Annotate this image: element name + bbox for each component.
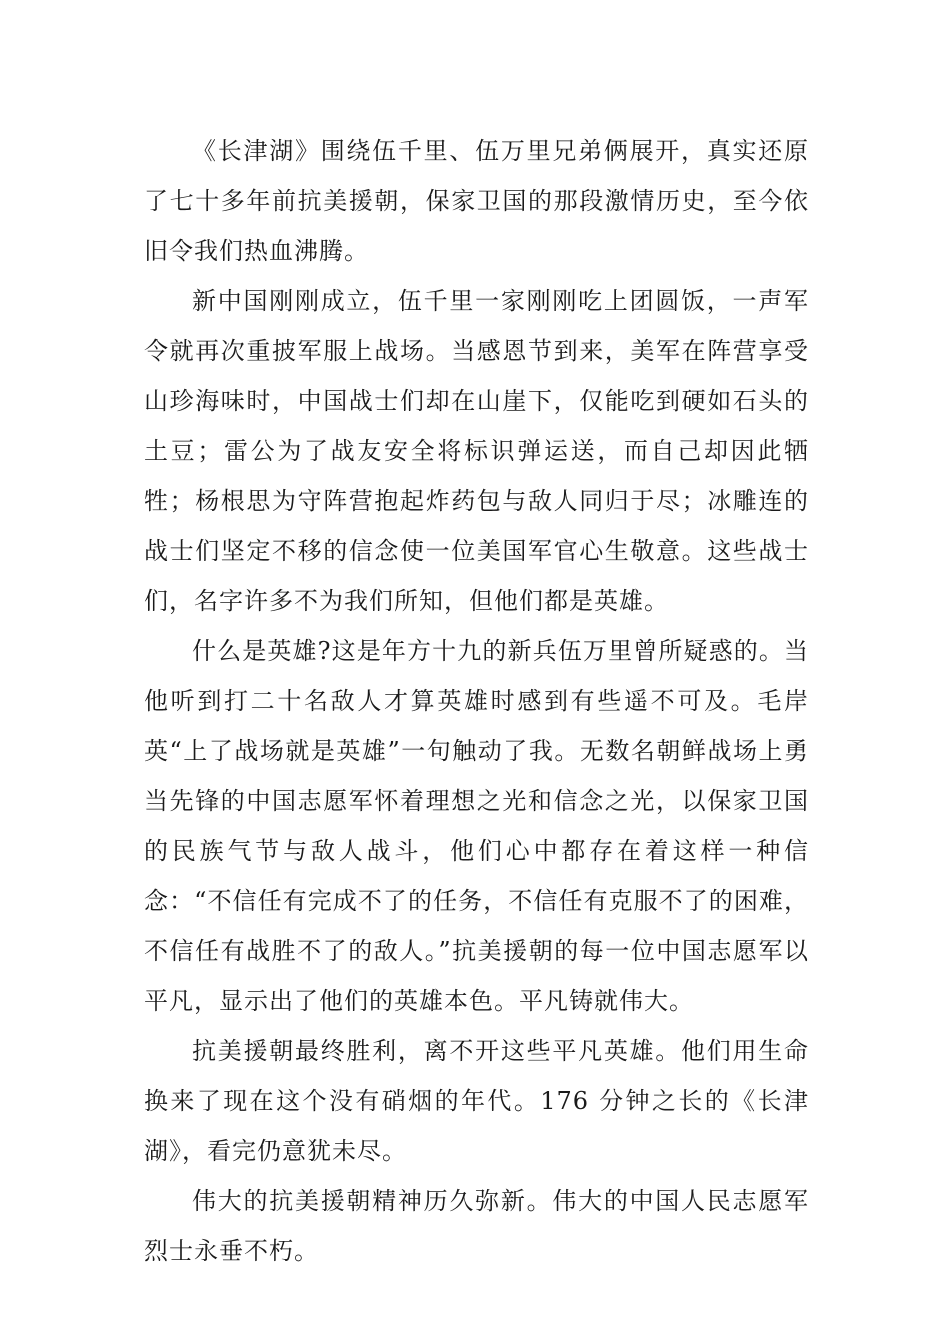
paragraph-2: 新中国刚刚成立，伍千里一家刚刚吃上团圆饭，一声军令就再次重披军服上战场。当感恩节到来，美军在阵营享受山珍海味时，中国战士们却在山崖下，仅能吃到硬如石头的土豆；雷公为了战友安全将标识弹运送，而自己却因此牺牲；杨根思为守阵营抱起炸药包与敌人同归于尽；冰雕连的战士们坚定不移的信念使一位美国军官心生敬意。这些战士们，名字许多不为我们所知，但他们都是英雄。 [144,287,809,615]
paragraph-3: 什么是英雄?这是年方十九的新兵伍万里曾所疑惑的。当他听到打二十名敌人才算英雄时感到有些遥不可及。毛岸英“上了战场就是英雄”一句触动了我。无数名朝鲜战场上勇当先锋的中国志愿军怀着理想之光和信念之光，以保家卫国的民族气节与敌人战斗，他们心中都存在着这样一种信念：“不信任有完成不了的任务，不信任有克服不了的困难，不信任有战胜不了的敌人。”抗美援朝的每一位中国志愿军以平凡，显示出了他们的英雄本色。平凡铸就伟大。 [144,637,809,1015]
paragraph-1: 《长津湖》围绕伍千里、伍万里兄弟俩展开，真实还原了七十多年前抗美援朝，保家卫国的那段激情历史，至今依旧令我们热血沸腾。 [144,137,809,265]
paragraph-4: 抗美援朝最终胜利，离不开这些平凡英雄。他们用生命换来了现在这个没有硝烟的年代。176 分钟之长的《长津湖》，看完仍意犹未尽。 [144,1037,809,1165]
paragraph-5: 伟大的抗美援朝精神历久弥新。伟大的中国人民志愿军烈士永垂不朽。 [144,1187,809,1265]
document-body [144,126,809,1276]
